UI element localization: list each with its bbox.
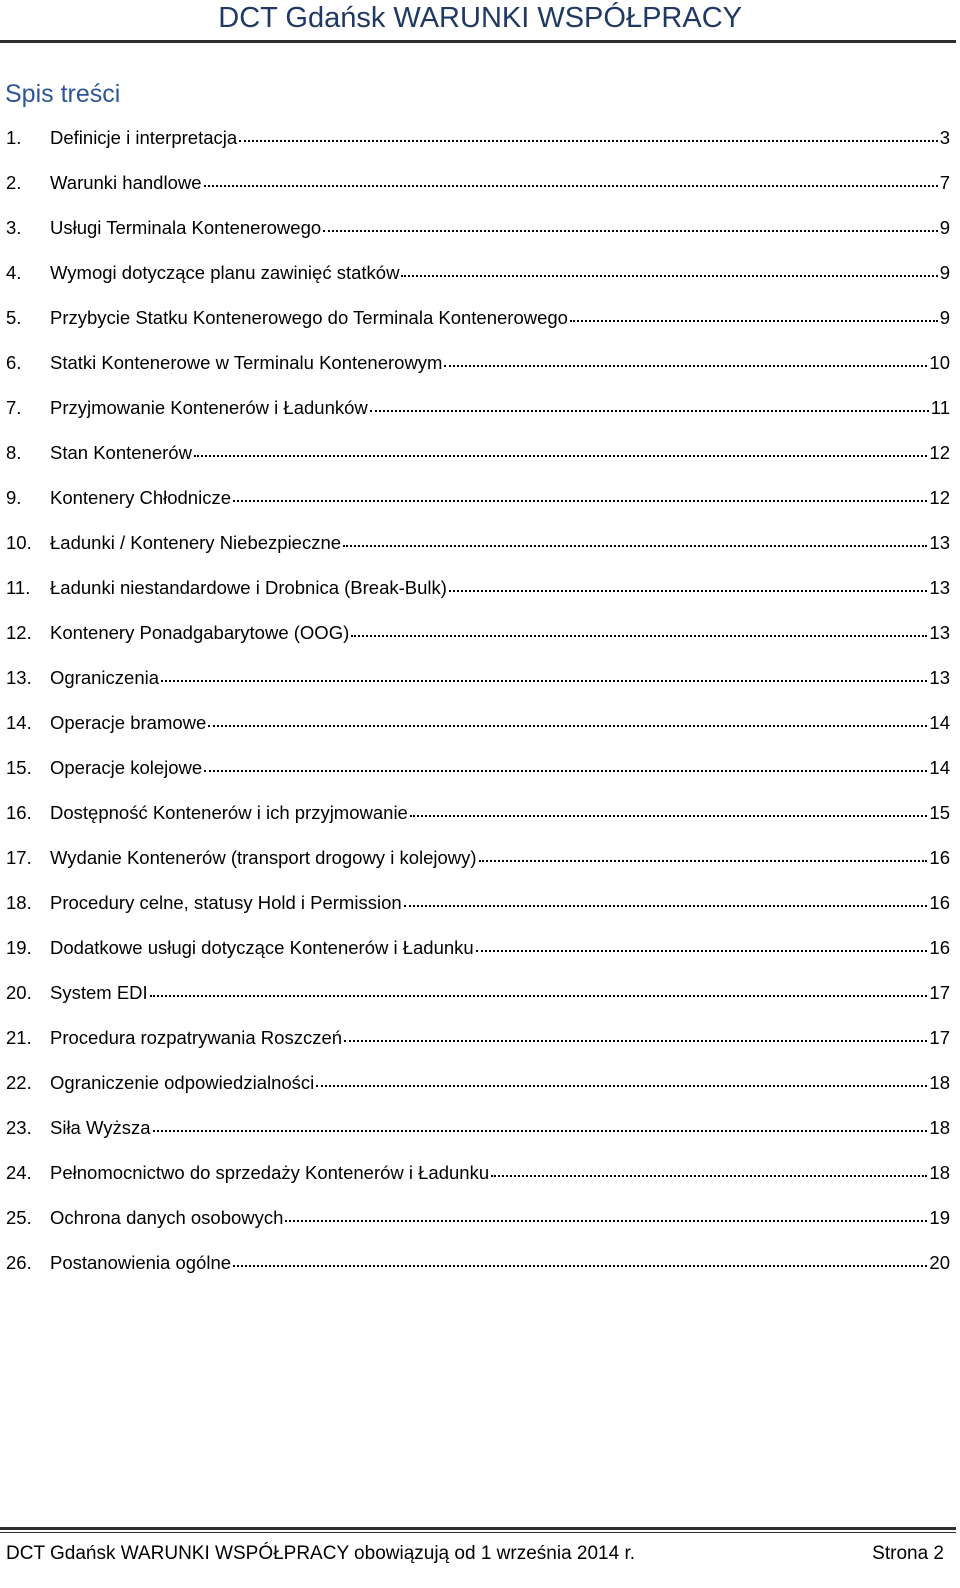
toc-entry[interactable] [6, 577, 950, 622]
toc-entry-number: 8. [6, 442, 22, 463]
toc-dot-leader [204, 768, 927, 772]
toc-entry-page: 16 [929, 937, 950, 958]
toc-entry[interactable] [6, 127, 950, 172]
toc-entry-number: 5. [6, 307, 22, 328]
toc-entry-title[interactable]: Stan Kontenerów [50, 442, 192, 463]
toc-entry-number: 17. [6, 847, 32, 868]
toc-entry-title[interactable]: Przyjmowanie Kontenerów i Ładunków [50, 397, 368, 418]
toc-dot-leader [233, 498, 927, 502]
toc-entry-title[interactable]: Wymogi dotyczące planu zawinięć statków [50, 262, 400, 283]
toc-entry-title[interactable]: Ładunki niestandardowe i Drobnica (Break-Bulk) [50, 577, 447, 598]
toc-dot-leader [150, 993, 928, 997]
toc-entry-page: 12 [929, 442, 950, 463]
toc-entry-page: 14 [929, 757, 950, 778]
toc-entry-page: 13 [929, 667, 950, 688]
toc-entry[interactable] [6, 352, 950, 397]
toc-entry-title[interactable]: Ograniczenie odpowiedzialności [50, 1072, 315, 1093]
toc-entry-page: 17 [929, 1027, 950, 1048]
toc-entry[interactable] [6, 622, 950, 667]
toc-entry[interactable] [6, 1117, 950, 1162]
toc-entry-page: 13 [929, 532, 950, 553]
toc-entry-page: 16 [929, 847, 950, 868]
toc-entry-title[interactable]: Postanowienia ogólne [50, 1252, 232, 1273]
toc-entry-page: 20 [929, 1252, 950, 1273]
toc-dot-leader [444, 363, 927, 367]
toc-entry[interactable] [6, 1072, 950, 1117]
footer-page-number: Strona 2 [872, 1543, 944, 1564]
toc-entry[interactable] [6, 1207, 950, 1252]
toc-entry-title[interactable]: Kontenery Ponadgabarytowe (OOG) [50, 622, 350, 643]
toc-dot-leader [316, 1083, 927, 1087]
toc-entry-title[interactable]: System EDI [50, 982, 148, 1003]
toc-entry[interactable] [6, 1252, 950, 1297]
toc-entry-number: 23. [6, 1117, 32, 1138]
toc-entry-number: 4. [6, 262, 22, 283]
toc-entry-number: 12. [6, 622, 32, 643]
toc-entry-number: 10. [6, 532, 32, 553]
toc-entry-title[interactable]: Procedury celne, statusy Hold i Permission [50, 892, 402, 913]
toc-entry-page: 15 [929, 802, 950, 823]
toc-entry-number: 16. [6, 802, 32, 823]
table-of-contents [6, 127, 950, 1297]
toc-entry[interactable] [6, 937, 950, 982]
toc-dot-leader [233, 1263, 927, 1267]
toc-entry-page: 13 [929, 577, 950, 598]
toc-entry-number: 25. [6, 1207, 32, 1228]
toc-entry[interactable] [6, 487, 950, 532]
toc-dot-leader [476, 948, 928, 952]
toc-entry-number: 7. [6, 397, 22, 418]
page-header [0, 0, 960, 47]
toc-entry[interactable] [6, 262, 950, 307]
toc-entry-page: 12 [929, 487, 950, 508]
toc-dot-leader [410, 813, 928, 817]
toc-entry-number: 3. [6, 217, 22, 238]
toc-entry[interactable] [6, 1027, 950, 1072]
toc-entry-page: 18 [929, 1162, 950, 1183]
toc-dot-leader [323, 228, 938, 232]
toc-entry[interactable] [6, 172, 950, 217]
toc-entry-title[interactable]: Statki Kontenerowe w Terminalu Kontenerowym [50, 352, 443, 373]
toc-dot-leader [449, 588, 927, 592]
toc-dot-leader [351, 633, 927, 637]
toc-entry[interactable] [6, 667, 950, 712]
toc-entry[interactable] [6, 307, 950, 352]
toc-entry-number: 11. [6, 577, 31, 598]
toc-entry-page: 9 [939, 262, 950, 283]
toc-entry-title[interactable]: Kontenery Chłodnicze [50, 487, 231, 508]
toc-entry-title[interactable]: Siła Wyższa [50, 1117, 151, 1138]
toc-entry-number: 26. [6, 1252, 32, 1273]
toc-entry-page: 10 [929, 352, 950, 373]
toc-entry-number: 13. [6, 667, 32, 688]
toc-entry-page: 13 [929, 622, 950, 643]
toc-entry-page: 7 [939, 172, 950, 193]
footer-rule-thin [0, 1532, 956, 1533]
toc-dot-leader [491, 1173, 927, 1177]
toc-dot-leader [343, 543, 927, 547]
toc-entry[interactable] [6, 712, 950, 757]
page-footer [0, 1527, 960, 1588]
toc-entry-page: 16 [929, 892, 950, 913]
toc-dot-leader [401, 273, 937, 277]
toc-entry-title[interactable]: Definicje i interpretacja [50, 127, 238, 148]
toc-dot-leader [239, 138, 938, 142]
toc-entry-title[interactable]: Ochrona danych osobowych [50, 1207, 284, 1228]
toc-entry-title[interactable]: Ograniczenia [50, 667, 160, 688]
toc-entry-page: 9 [939, 217, 950, 238]
toc-entry[interactable] [6, 802, 950, 847]
toc-entry-page: 19 [929, 1207, 950, 1228]
toc-entry-title[interactable]: Dostępność Kontenerów i ich przyjmowanie [50, 802, 408, 823]
toc-dot-leader [285, 1218, 927, 1222]
toc-entry-page: 3 [939, 127, 950, 148]
header-rule [0, 40, 956, 43]
toc-entry-number: 21. [6, 1027, 32, 1048]
toc-entry-page: 11 [930, 397, 950, 418]
toc-entry[interactable] [6, 532, 950, 577]
toc-entry[interactable] [6, 397, 950, 442]
toc-entry[interactable] [6, 757, 950, 802]
toc-entry-title[interactable]: Warunki handlowe [50, 172, 202, 193]
toc-entry-page: 9 [939, 307, 950, 328]
toc-entry[interactable] [6, 847, 950, 892]
toc-entry-number: 6. [6, 352, 22, 373]
toc-entry-page: 18 [929, 1117, 950, 1138]
toc-entry-title[interactable]: Ładunki / Kontenery Niebezpieczne [50, 532, 342, 553]
toc-dot-leader [208, 723, 927, 727]
toc-dot-leader [479, 858, 928, 862]
footer-text: DCT Gdańsk WARUNKI WSPÓŁPRACY obowiązują od 1 września 2014 r. [6, 1543, 636, 1564]
toc-dot-leader [404, 903, 928, 907]
header-title: DCT Gdańsk WARUNKI WSPÓŁPRACY [218, 2, 742, 34]
toc-dot-leader [204, 183, 938, 187]
toc-entry-number: 15. [6, 757, 32, 778]
toc-dot-leader [570, 318, 938, 322]
toc-dot-leader [194, 453, 927, 457]
toc-entry-title[interactable]: Dodatkowe usługi dotyczące Kontenerów i Ładunku [50, 937, 474, 958]
toc-entry-page: 17 [929, 982, 950, 1003]
toc-entry-number: 14. [6, 712, 32, 733]
toc-entry-page: 14 [929, 712, 950, 733]
toc-entry-number: 20. [6, 982, 32, 1003]
toc-entry[interactable] [6, 442, 950, 487]
toc-entry-number: 24. [6, 1162, 32, 1183]
toc-entry-title[interactable]: Wydanie Kontenerów (transport drogowy i kolejowy) [50, 847, 477, 868]
toc-entry-number: 1. [6, 127, 22, 148]
toc-entry[interactable] [6, 982, 950, 1027]
toc-entry-page: 18 [929, 1072, 950, 1093]
toc-entry-title[interactable]: Operacje bramowe [50, 712, 207, 733]
toc-heading: Spis treści [5, 80, 121, 108]
toc-entry-title[interactable]: Procedura rozpatrywania Roszczeń [50, 1027, 343, 1048]
toc-dot-leader [344, 1038, 927, 1042]
toc-entry[interactable] [6, 892, 950, 937]
toc-entry-number: 19. [6, 937, 32, 958]
toc-entry[interactable] [6, 217, 950, 262]
toc-entry-number: 2. [6, 172, 22, 193]
toc-entry-number: 9. [6, 487, 22, 508]
toc-entry-number: 22. [6, 1072, 32, 1093]
toc-entry-title[interactable]: Pełnomocnictwo do sprzedaży Kontenerów i Ładunku [50, 1162, 490, 1183]
toc-entry[interactable] [6, 1162, 950, 1207]
toc-entry-title[interactable]: Usługi Terminala Kontenerowego [50, 217, 322, 238]
toc-dot-leader [370, 408, 929, 412]
toc-entry-title[interactable]: Operacje kolejowe [50, 757, 203, 778]
toc-dot-leader [161, 678, 927, 682]
toc-entry-title[interactable]: Przybycie Statku Kontenerowego do Terminala Kontenerowego [50, 307, 568, 328]
footer-rule [0, 1527, 956, 1530]
toc-entry-number: 18. [6, 892, 32, 913]
toc-dot-leader [153, 1128, 928, 1132]
